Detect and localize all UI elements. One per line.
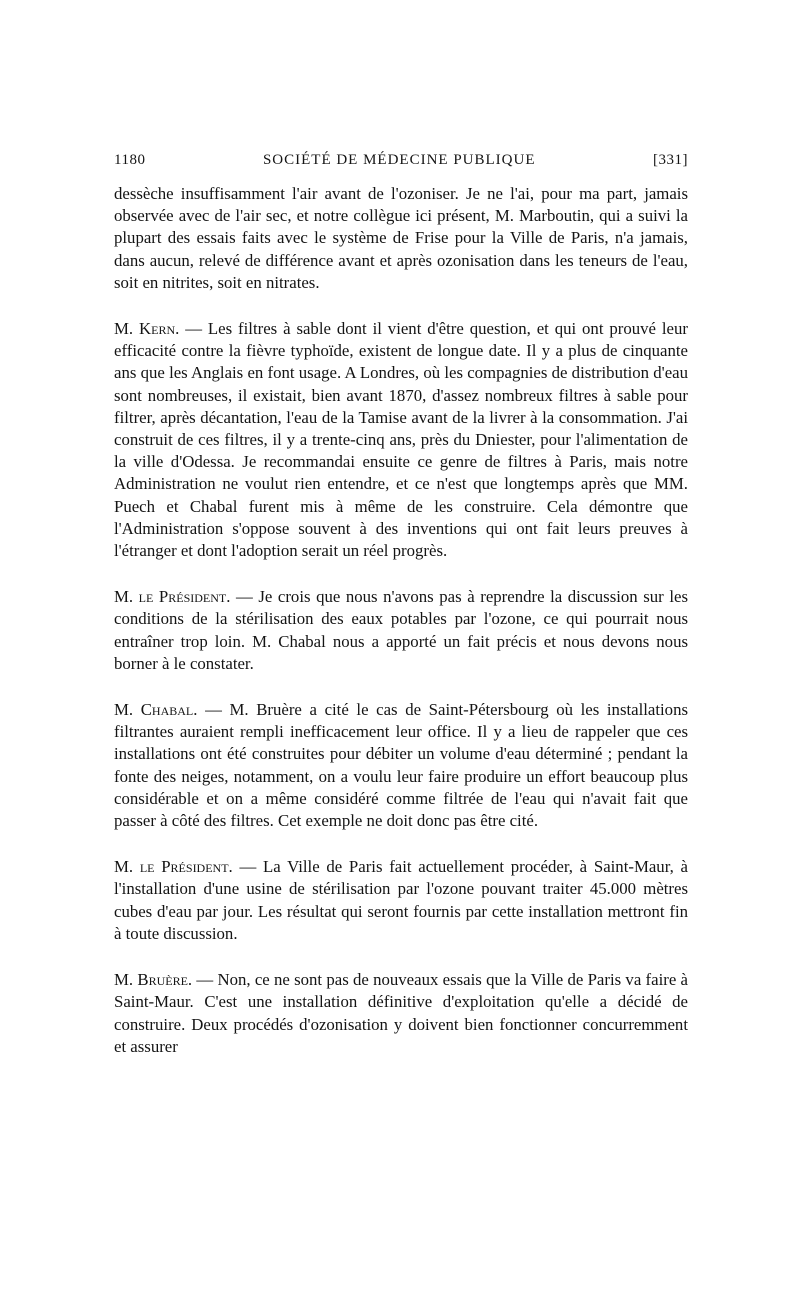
- running-head: [114, 152, 688, 169]
- paragraph-president-2: [114, 856, 688, 945]
- running-title: SOCIÉTÉ DE MÉDECINE PUBLIQUE: [262, 152, 536, 168]
- paragraph-bruere: [114, 969, 688, 1058]
- speaker-name: M. Chabal.: [114, 700, 198, 720]
- paragraph-text: — Non, ce ne sont pas de nouveaux essais que la Ville de Paris va faire à Saint-Maur. C'est une installation définitive d'exploitation qu'elle a décidé de construire. Deux procédés d'ozonisation y doivent bien fonctionner concurremment et assurer: [114, 970, 688, 1056]
- speaker-name: M. le Président.: [114, 857, 233, 877]
- paragraph-text: — La Ville de Paris fait actuellement procéder, à Saint-Maur, à l'installation d'une usine de stérilisation par l'ozone pouvant traiter 45.000 mètres cubes d'eau par jour. Les résultat qui seront fournis par cette installation mettront fin à toute discussion.: [114, 857, 688, 943]
- speaker-name: M. Bruère.: [114, 970, 193, 990]
- paragraph-kern: [114, 318, 688, 562]
- paragraph-president-1: [114, 586, 688, 675]
- section-number: [331]: [653, 152, 688, 168]
- page-number: 1180: [114, 152, 146, 168]
- page: [114, 152, 688, 1058]
- paragraph-text: — Je crois que nous n'avons pas à reprendre la discussion sur les conditions de la stérilisation des eaux potables par l'ozone, ce qui pourrait nous entraîner trop loin. M. Chabal nous a apporté un fait précis et nous devons nous borner à le constater.: [114, 587, 688, 673]
- paragraph-text: — M. Bruère a cité le cas de Saint-Pétersbourg où les installations filtrantes auraient rempli inefficacement leur office. Il y a lieu de rappeler que ces installations ont été construites pour débiter un volume d'eau déterminé ; pendant la fonte des neiges, notamment, on a voulu leur faire produire un effort beaucoup plus considérable et on a même considéré comme filtrée de l'eau qui n'avait fait que passer à côté des filtres. Cet exemple ne doit donc pas être cité.: [114, 700, 688, 831]
- paragraph-chabal: [114, 699, 688, 832]
- speaker-name: M. Kern.: [114, 319, 180, 339]
- paragraph-text: dessèche insuffisamment l'air avant de l'ozoniser. Je ne l'ai, pour ma part, jamais observée avec de l'air sec, et notre collègue ici présent, M. Marboutin, qui a suivi la plupart des essais faits avec le système de Frise pour la Ville de Paris, n'a jamais, dans aucun, relevé de différence avant et après ozonisation dans les teneurs de l'eau, soit en nitrites, soit en nitrates.: [114, 184, 688, 292]
- speaker-name: M. le Président.: [114, 587, 231, 607]
- paragraph-text: — Les filtres à sable dont il vient d'être question, et qui ont prouvé leur efficacité contre la fièvre typhoïde, existent de longue date. Il y a plus de cinquante ans que les Anglais en font usage. A Londres, où les compagnies de distribution d'eau sont nombreuses, il existait, bien avant 1870, d'assez nombreux filtres à sable pour filtrer, après décantation, l'eau de la Tamise avant de la livrer à la consommation. J'ai construit de ces filtres, il y a trente-cinq ans, près du Dniester, pour l'alimentation de la ville d'Odessa. Je recommandai ensuite ce genre de filtres à Paris, mais notre Administration ne voulut rien entendre, et ce n'est que longtemps après que MM. Puech et Chabal furent mis à même de les construire. Cela démontre que l'Administration s'oppose souvent à des inventions qui ont fait leurs preuves à l'étranger et dont l'adoption serait un réel progrès.: [114, 319, 688, 561]
- paragraph-continuation: [114, 183, 688, 294]
